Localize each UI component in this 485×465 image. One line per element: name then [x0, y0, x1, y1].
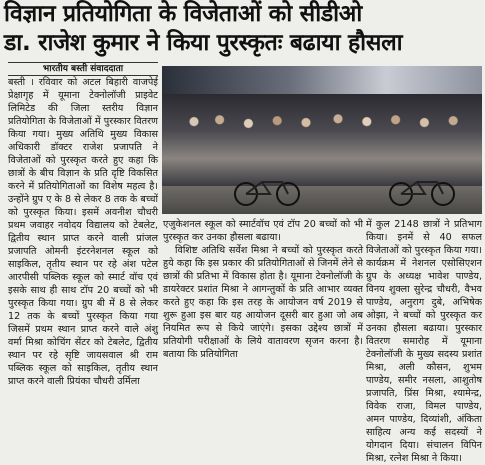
headline	[4, 0, 484, 58]
article-paragraph: में कुल 2148 छात्रों ने प्रतिभाग किया। इनमें से 40 सफल विजेताओं को पुरस्कृत किया गया। कार्यक्रम में नेशनल एसोसिएशन ग्रुप के अध्यक्ष भावेश पाण्डेय, विनय शुक्ला सुरेन्द्र चौधरी, वैभव पाण्डेय, अनुराग दुबे, अभिषेक ओझा, ने बच्चों को पुरस्कृत कर उनका हौसला बढाया। पुरस्कार वितरण समारोह में यूमाना टेक्नोलॉजी के मुख्य सदस्य प्रशांत मिश्रा, अली कौसन, शुभम पाण्डेय, समीर नसला, आशुतोष प्रजापति, प्रिंस मिश्रा, श्यामेन्द्र, विवेक राजा, विमल पाण्डेय, अमन पाण्डेय, दिव्यांशी, अंकिता साहित्य अन्य कई सदस्यों ने योगदान दिया। संचालन विपिन मिश्रा, रत्नेश मिश्रा ने किया।	[366, 219, 482, 464]
article-column-2	[163, 218, 363, 438]
article-column-3	[366, 218, 482, 464]
headline-line-2: डा. राजेश कुमार ने किया पुरस्कृतः बढाया हौसला	[4, 30, 403, 56]
bicycle-icon	[232, 174, 302, 208]
article-paragraph: बस्ती । रविवार को अटल बिहारी वाजपेई प्रेक्षागृह में यूमाना टेक्नोलॉजी प्राइवेट लिमिटेड की जिला स्तरीय विज्ञान प्रतियोगिता के विजेताओं में पुरस्कार वितरण किया गया। मुख्य अतिथि मुख्य विकास अधिकारी डॉक्टर राजेश प्रजापति ने विजेताओं को पुरस्कृत करते हुए कहा कि छात्रों के बीच विज्ञान के प्रति दृष्टि विकसित करने में प्रतियोगिताओं का विशेष महत्व है। उन्होंने ग्रुप ए के 8 से लेकर 8 तक के बच्चों को पुरस्कृत किया। इसमें अवनीश चौधरी प्रथम जवाहर नवोदय विद्यालय को टेबलेट, द्वितीय स्थान प्राप्त करने वाली प्रांजल प्रजापति ओमनी इंटरनेशनल स्कूल को साइकिल, तृतीय स्थान पर रहे अंश पटेल आरपीसी पब्लिक स्कूल को स्मार्ट वॉच एवं इसके साथ ही साथ टॉप 20 बच्चों को भी पुरस्कृत किया गया। ग्रुप बी में 8 से लेकर 12 तक के बच्चों पुरस्कृत किया गया जिसमें प्रथम स्थान प्राप्त करने वाले अंशु वर्मा मिश्रा कोचिंग सेंटर को टेबलेट, द्वितीय स्थान पर रहे सृष्टि जायसवाल श्री राम पब्लिक स्कूल को साइकिल, तृतीय स्थान प्राप्त करने वाली प्रियंका चौधरी उर्मिला	[8, 77, 158, 387]
stage-banner	[162, 66, 482, 94]
headline-line-1: विज्ञान प्रतियोगिता के विजेताओं को सीडीओ	[4, 1, 363, 27]
article-column-1	[8, 76, 158, 438]
byline: भारतीय बस्ती संवाददाता	[8, 62, 158, 76]
article-paragraph: एजुकेशनल स्कूल को स्मार्टवॉच एवं टॉप 20 बच्चों को भी पुरस्कृत कर उनका हौसला बढाया।	[163, 219, 363, 243]
bicycle-icon	[387, 174, 457, 208]
group-photo-people	[162, 94, 482, 186]
article-paragraph: विशिष्ट अतिथि सर्वेश मिश्रा ने बच्चों को पुरस्कृत करते हुये कहा कि इस प्रकार की प्रतियोगिताओं से जिनमें लेने से छात्रों की प्रतिभा में विकास होता है। यूमाना टेक्नोलॉजी के डायरेक्टर प्रशांत मिश्रा ने आगन्तुकों के प्रति आभार व्यक्त करते हुए कहा कि इस तरह के आयोजन वर्ष 2019 से शुरू हुआ इस बार यह आयोजन दूसरी बार हुआ जो अब नियमित रूप से किये जाएंगे। इसका उद्देश्य छात्रों में प्रतियोगी परीक्षाओं के लिये वातावरण सृजन करना है। बताया कि प्रतियोगिता	[163, 245, 363, 360]
news-photo	[162, 66, 482, 214]
